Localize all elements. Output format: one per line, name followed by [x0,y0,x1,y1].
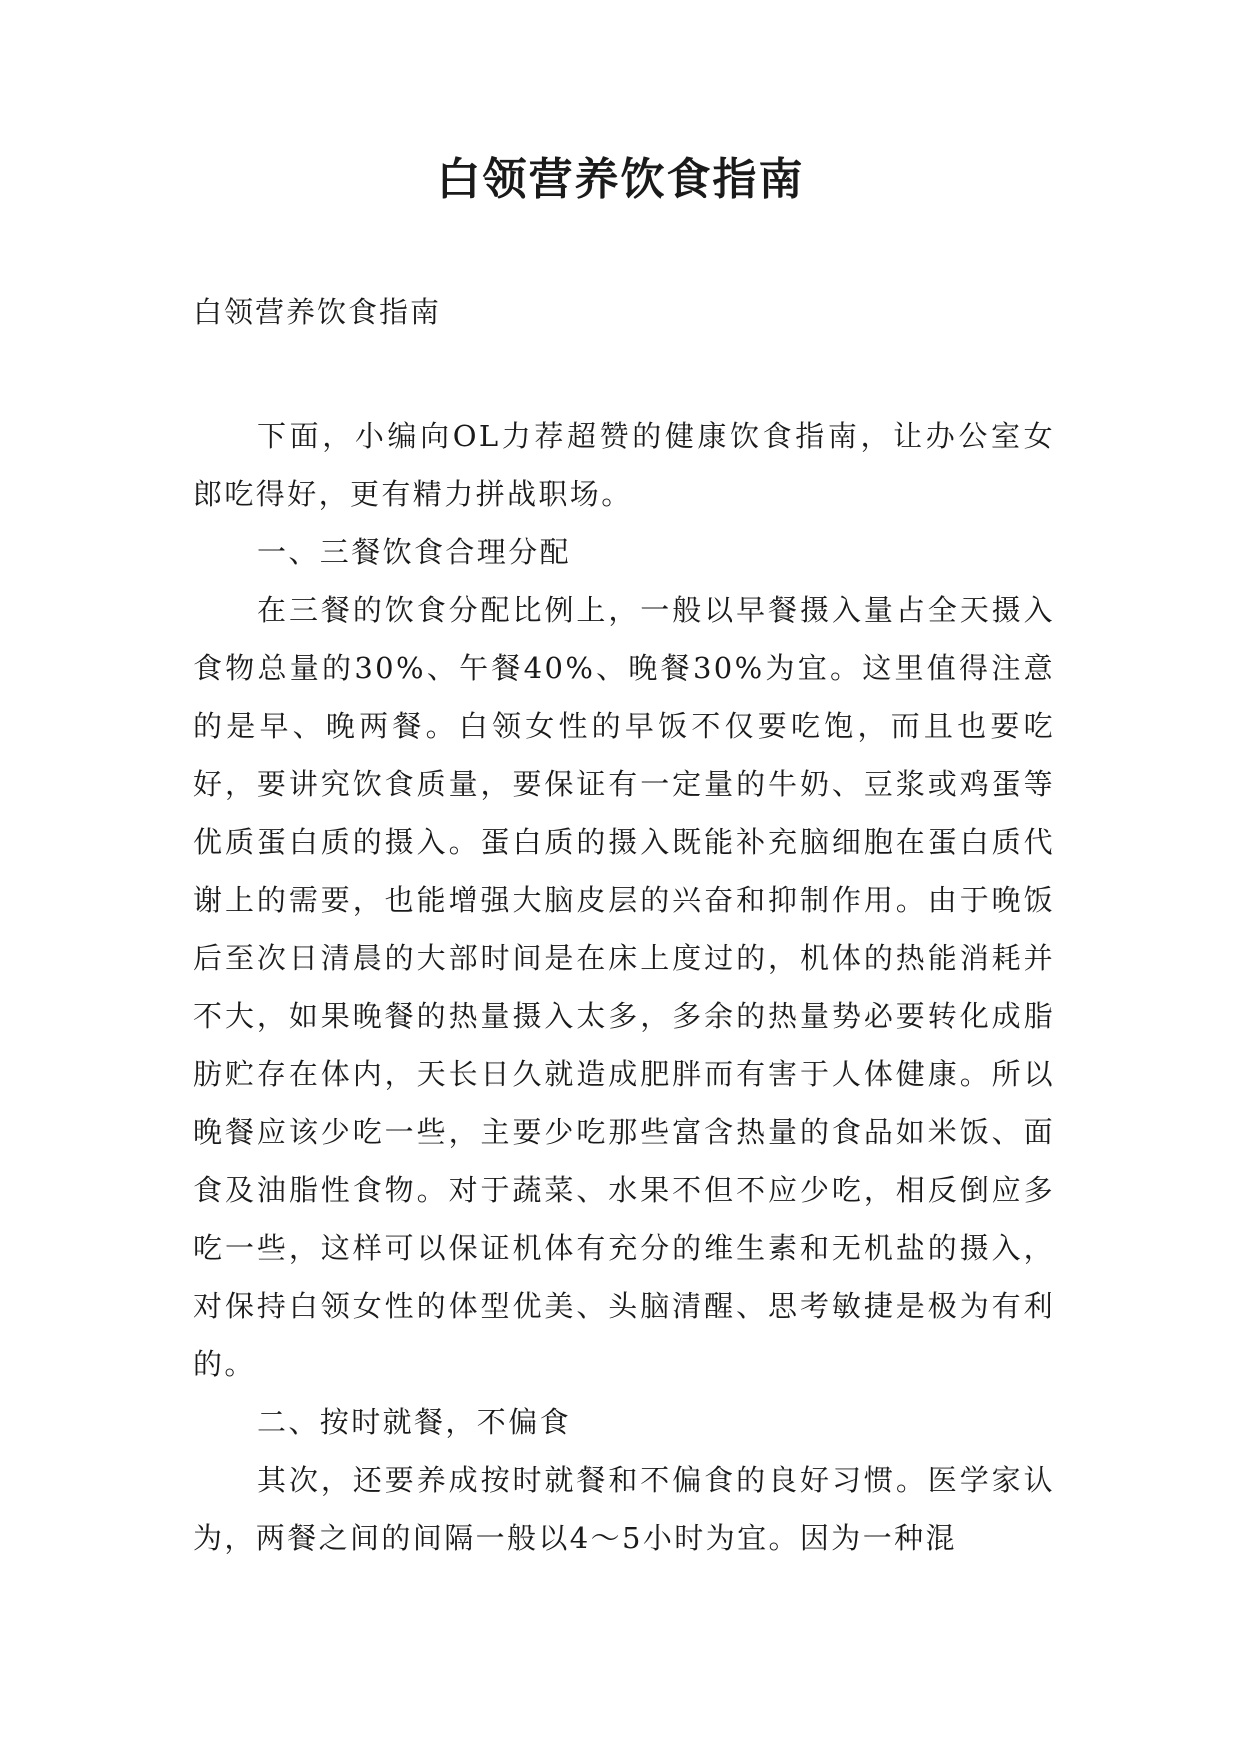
document-subtitle: 白领营养饮食指南 [193,295,442,329]
section-heading-two: 二、按时就餐，不偏食 [257,1405,572,1439]
intro-paragraph: 下面，小编向OL力荐超赞的健康饮食指南，让办公室女郎吃得好，更有精力拼战职场。 [193,419,1055,511]
section-two-paragraph: 其次，还要养成按时就餐和不偏食的良好习惯。医学家认为，两餐之间的间隔一般以4～5小时为宜。因为一种混 [193,1463,1055,1555]
document-body [193,407,1055,1567]
section-one-paragraph: 在三餐的饮食分配比例上，一般以早餐摄入量占全天摄入食物总量的30%、午餐40%、晚餐30%为宜。这里值得注意的是早、晚两餐。白领女性的早饭不仅要吃饱，而且也要吃好，要讲究饮食质量，要保证有一定量的牛奶、豆浆或鸡蛋等优质蛋白质的摄入。蛋白质的摄入既能补充脑细胞在蛋白质代谢上的需要，也能增强大脑皮层的兴奋和抑制作用。由于晚饭后至次日清晨的大部时间是在床上度过的，机体的热能消耗并不大，如果晚餐的热量摄入太多，多余的热量势必要转化成脂肪贮存在体内，天长日久就造成肥胖而有害于人体健康。所以晚餐应该少吃一些，主要少吃那些富含热量的食品如米饭、面食及油脂性食物。对于蔬菜、水果不但不应少吃，相反倒应多吃一些，这样可以保证机体有充分的维生素和无机盐的摄入，对保持白领女性的体型优美、头脑清醒、思考敏捷是极为有利的。 [193,593,1055,1381]
document-title: 白领营养饮食指南 [436,154,805,205]
section-heading-one: 一、三餐饮食合理分配 [257,535,572,569]
